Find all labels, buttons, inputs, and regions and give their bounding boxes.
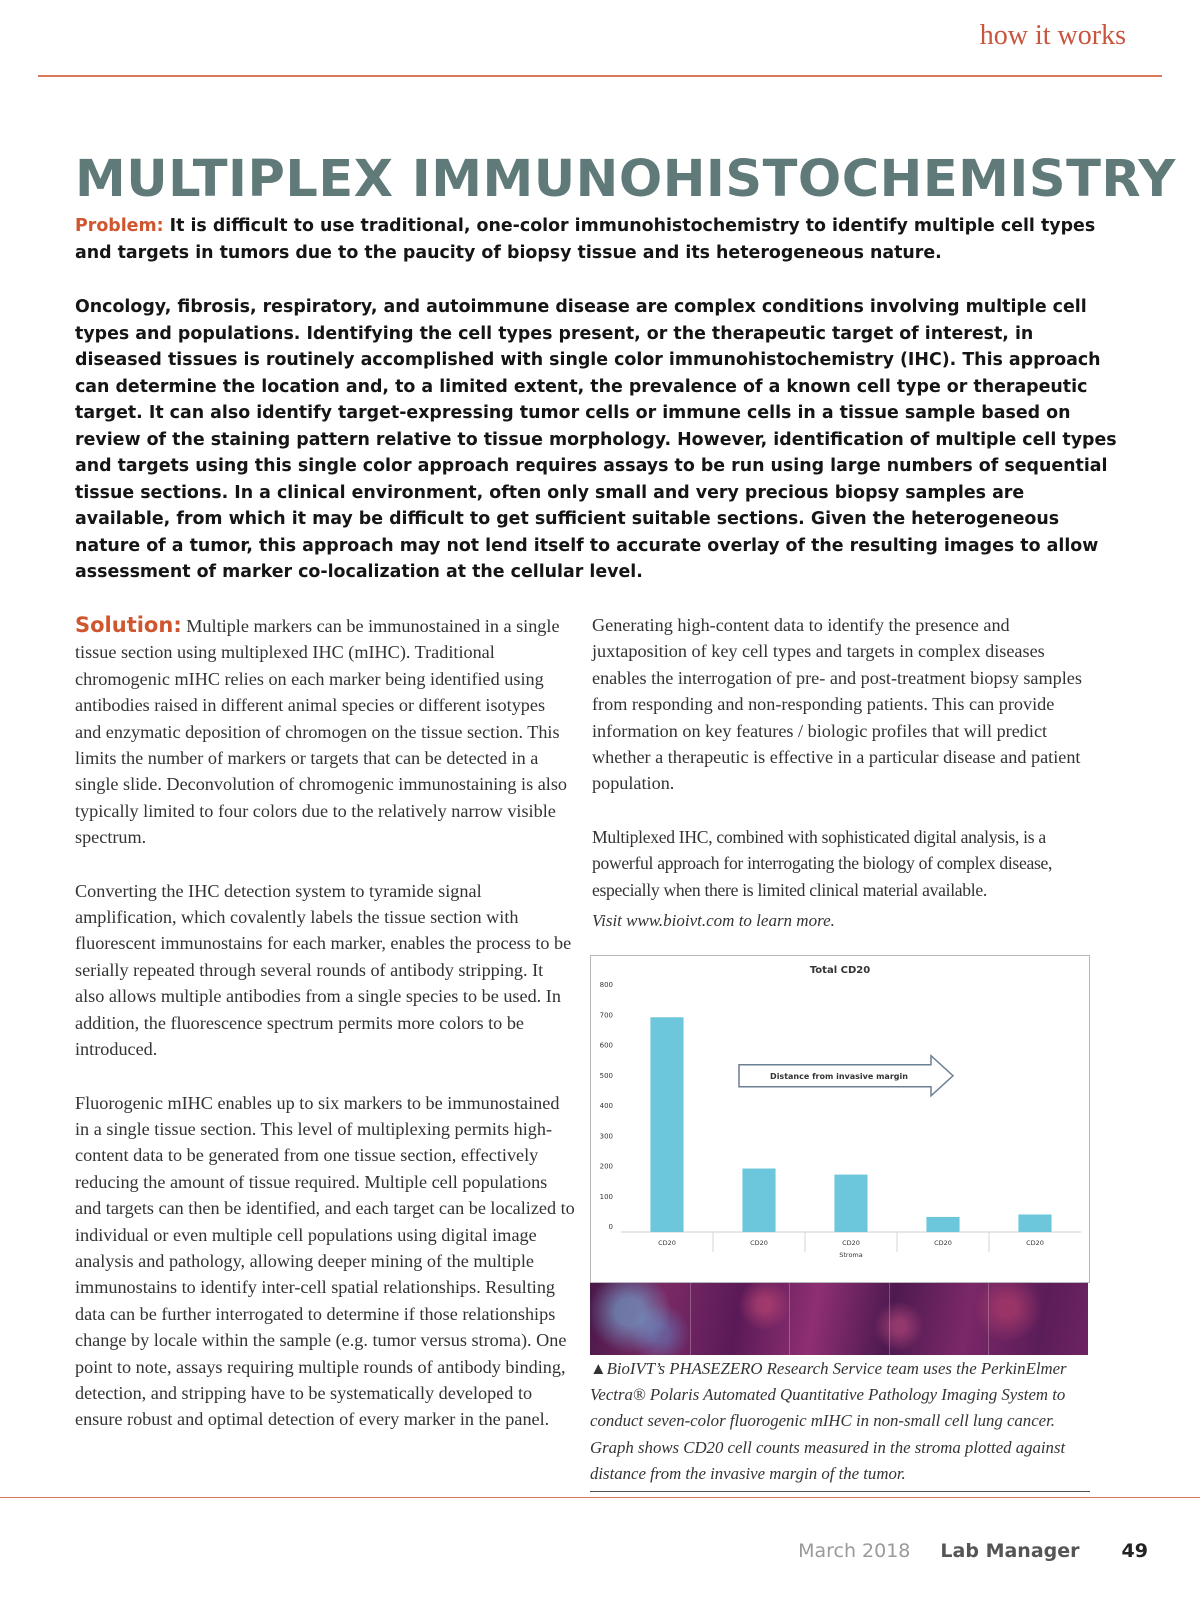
bar-cd20 [742, 1169, 775, 1232]
body-paragraph-high-content: Generating high-content data to identify the presence and juxtaposition of key cell types and targets in complex diseases enables the interrogation of pre- and post-treatment biopsy samples from responding and non-responding patients. This can provide information on key features / biologic profiles that will predict whether a therapeutic is effective in a particular disease and patient population. [592, 615, 1082, 794]
problem-statement [75, 213, 1115, 266]
problem-label: Problem: [75, 216, 164, 236]
problem-text: It is difficult to use traditional, one-color immunohistochemistry to identify multiple cell types and targets in tumors due to the paucity of biopsy tissue and its heterogeneous nature. [75, 216, 1096, 263]
image-divider [988, 1283, 989, 1355]
y-tick-label: 700 [599, 1011, 613, 1020]
y-tick-label: 800 [599, 981, 613, 989]
left-column [75, 612, 575, 1460]
body-paragraph-tsa: Converting the IHC detection system to tyramide signal amplification, which covalently labels the tissue section with fluorescent immunostains for each marker, enables the process to be serially repeated through several rounds of antibody stripping. It also allows multiple antibodies from a single species to be used. In addition, the fluorescence spectrum permits more colors to be introduced. [75, 880, 572, 1060]
microscopy-image-strip [590, 1283, 1088, 1355]
microscopy-texture [590, 1283, 1088, 1355]
body-paragraph-fluorogenic: Fluorogenic mIHC enables up to six markers to be immunostained in a single tissue section. This level of multiplexing permits high-content data to be generated from one tissue section, effectively reducing the amount of tissue required. Multiple cell populations and targets can then be identified, and each target can be localized to individual or even multiple cell populations using digital image analysis and pathology, allowing deeper mining of the multiple immunostains to identify inter-cell spatial relationships. Resulting data can be further interrogated to determine if those relationships change by locale within the sample (e.g. tumor versus stroma). One point to note, assays requiring multiple rounds of antibody binding, detection, and stripping have to be systematically developed to ensure robust and optimal detection of every marker in the panel. [75, 1092, 575, 1430]
header-rule [38, 75, 1162, 77]
cd20-bar-chart [590, 955, 1090, 1283]
x-tick-label: CD20 [750, 1239, 768, 1247]
footer-rule [0, 1497, 1200, 1498]
solution-text: Multiple markers can be immunostained in a single tissue section using multiplexed IHC (mIHC). Traditional chromogenic mIHC relies on each marker being identified using antibodies raised in different animal species or different isotypes and enzymatic deposition of chromogen on the tissue section. This limits the number of markers or targets that can be detected in a single slide. Deconvolution of chromogenic immunostaining is also typically limited to four colors due to the relatively narrow visible spectrum. [75, 616, 568, 848]
bar-cd20 [650, 1017, 683, 1232]
image-divider [789, 1283, 790, 1355]
magazine-name: Lab Manager [940, 1540, 1080, 1562]
right-column [592, 612, 1092, 931]
arrow-annotation: Distance from invasive margin [770, 1071, 908, 1081]
y-tick-label: 100 [599, 1192, 613, 1201]
section-tag: how it works [979, 20, 1126, 51]
chart-svg [591, 956, 1089, 1282]
y-tick-label: 0 [608, 1223, 613, 1231]
page-footer [798, 1540, 1148, 1562]
figure-caption: ▲BioIVT’s PHASEZERO Research Service team uses the PerkinElmer Vectra® Polaris Automated Quantitative Pathology Imaging System to conduct seven-color fluorogenic mIHC in non-small cell lung cancer. Graph shows CD20 cell counts measured in the stroma plotted against distance from the invasive margin of the tumor. [590, 1356, 1090, 1492]
x-tick-label: CD20 [842, 1239, 860, 1247]
intro-paragraph: Oncology, fibrosis, respiratory, and autoimmune disease are complex conditions involving multiple cell types and populations. Identifying the cell types present, or the therapeutic target of interest, in diseased tissues is routinely accomplished with single color immunohistochemistry (IHC). This approach can determine the location and, to a limited extent, the prevalence of a known cell type or therapeutic target. It can also identify target-expressing tumor cells or immune cells in a tissue sample based on review of the staining pattern relative to tissue morphology. However, identification of multiple cell types and targets using this single color approach requires assays to be run using large numbers of sequential tissue sections. In a clinical environment, often only small and very precious biopsy samples are available, from which it may be difficult to get sufficient suitable sections. Given the heterogeneous nature of a tumor, this approach may not lend itself to accurate overlay of the resulting images to allow assessment of marker co-localization at the cellular level. [75, 297, 1117, 582]
bar-cd20 [834, 1175, 867, 1232]
solution-paragraph [75, 612, 575, 851]
bar-cd20 [926, 1217, 959, 1232]
y-tick-label: 300 [599, 1132, 613, 1141]
image-divider [889, 1283, 890, 1355]
image-divider [690, 1283, 691, 1355]
chart-title: Total CD20 [809, 965, 871, 976]
y-tick-label: 200 [599, 1162, 613, 1171]
issue-date: March 2018 [798, 1540, 911, 1562]
body-paragraph-conclusion: Multiplexed IHC, combined with sophisticated digital analysis, is a powerful approach for interrogating the biology of complex disease, especially when there is limited clinical material available. [592, 826, 1053, 900]
x-axis-label: Stroma [839, 1251, 863, 1259]
y-tick-label: 600 [599, 1041, 613, 1050]
solution-label: Solution: [75, 613, 182, 637]
bar-cd20 [1018, 1215, 1051, 1232]
x-tick-label: CD20 [934, 1239, 952, 1247]
x-tick-label: CD20 [1026, 1239, 1044, 1247]
visit-link[interactable]: Visit www.bioivt.com to learn more. [592, 911, 835, 931]
y-tick-label: 500 [599, 1071, 613, 1080]
x-tick-label: CD20 [658, 1239, 676, 1247]
article-title: MULTIPLEX IMMUNOHISTOCHEMISTRY [75, 150, 1176, 209]
page-number: 49 [1121, 1540, 1148, 1562]
y-tick-label: 400 [599, 1102, 613, 1110]
